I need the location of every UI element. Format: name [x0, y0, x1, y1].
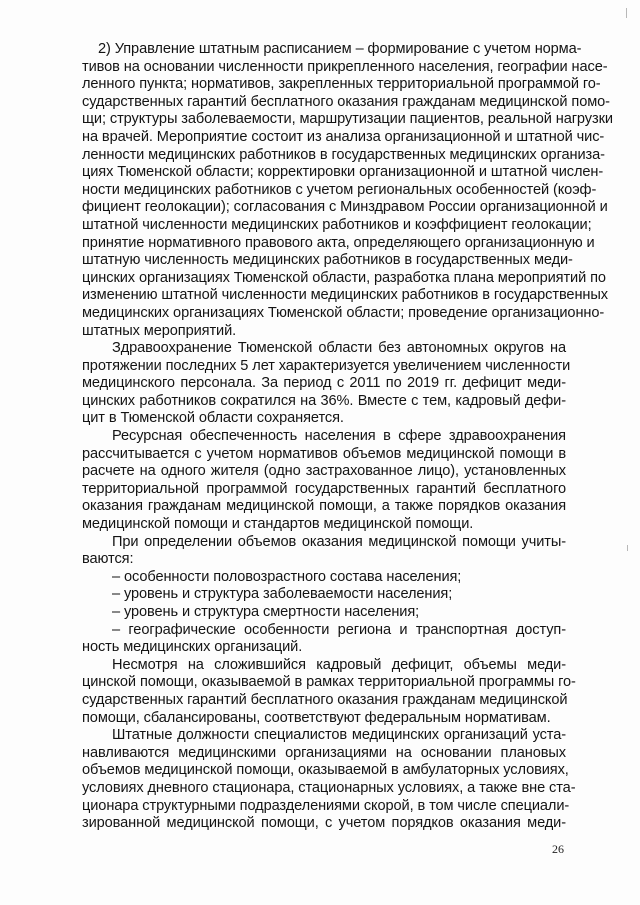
paragraph — [82, 569, 566, 587]
text-line: медицинских организациях Тюменской области; проведение организационно- — [82, 304, 605, 321]
text-line: Штатные должности специалистов медицинских организаций уста- — [112, 727, 566, 744]
paragraph — [82, 41, 613, 340]
text-line: медицинской помощи и стандартов медицинской помощи. — [82, 516, 474, 533]
text-line: – уровень и структура заболеваемости населения; — [112, 586, 453, 603]
text-line: сударственных гарантий бесплатного оказания гражданам медицинской помо- — [82, 93, 610, 110]
text-line: цит в Тюменской области сохраняется. — [82, 410, 344, 427]
text-line: цинской помощи, оказываемой в рамках территориальной программы го- — [82, 674, 576, 691]
text-line: Ресурсная обеспеченность населения в сфере здравоохранения — [112, 428, 566, 445]
text-line: навливаются медицинскими организациями на основании плановых — [82, 744, 566, 761]
text-line: фициент геолокации); согласования с Минздравом России организационной и — [82, 199, 608, 216]
text-line: принятие нормативного правового акта, определяющего организационную и — [82, 234, 595, 251]
text-line: цинских организациях Тюменской области, разработка плана мероприятий по — [82, 269, 606, 286]
text-line: ность медицинских организаций. — [82, 639, 303, 656]
body-text — [82, 41, 613, 833]
paragraph — [82, 340, 571, 428]
paragraph — [82, 727, 576, 833]
text-line: ваются: — [82, 551, 134, 568]
text-line: штатную численность медицинских работников в государственных меди- — [82, 252, 573, 269]
text-line: При определении объемов оказания медицинской помощи учиты- — [112, 533, 566, 550]
scan-margin-mark — [626, 8, 627, 18]
text-line: помощи, сбалансированы, соответствуют федеральным нормативам. — [82, 709, 551, 726]
text-line: ционара структурными подразделениями скорой, в том числе специали- — [82, 797, 570, 814]
text-line: протяжении последних 5 лет характеризуется увеличением численности — [82, 357, 571, 374]
text-line: – уровень и структура смертности населения; — [112, 604, 420, 620]
text-line: цинских работников сократился на 36%. Вместе с тем, кадровый дефи- — [82, 392, 566, 409]
text-line: штатной численности медицинских работников и коэффициент геолокации; — [82, 216, 592, 233]
text-line: оказания гражданам медицинской помощи, а также порядков оказания — [82, 498, 566, 515]
text-line: щи; структуры заболеваемости, маршрутизации пациентов, реальной нагрузки — [82, 111, 613, 128]
text-line: территориальной программой государственных гарантий бесплатного — [82, 480, 566, 497]
text-line: ности медицинских работников с учетом региональных особенностей (коэф- — [82, 181, 597, 198]
text-line: штатных мероприятий. — [82, 322, 237, 339]
page-number: 26 — [552, 842, 564, 856]
text-line: циях Тюменской области; корректировки организационной и штатной числен- — [82, 164, 604, 181]
text-line: ленного пункта; нормативов, закрепленных территориальной программой го- — [82, 76, 601, 93]
paragraph — [82, 656, 576, 727]
text-line: изменению штатной численности медицинских работников в государственных — [82, 287, 608, 304]
text-line: Здравоохранение Тюменской области без автономных округов на — [112, 340, 566, 357]
text-line: сударственных гарантий бесплатного оказания гражданам медицинской — [82, 691, 568, 708]
text-line: объемов медицинской помощи, оказываемой в амбулаторных условиях, — [82, 762, 569, 779]
paragraph — [82, 428, 566, 534]
text-line: – географические особенности региона и транспортная доступ- — [112, 621, 566, 638]
paragraph — [82, 586, 566, 604]
text-line: – особенности половозрастного состава населения; — [112, 568, 462, 585]
paragraph — [82, 534, 566, 569]
text-line: зированной медицинской помощи, с учетом порядков оказания меди- — [82, 815, 566, 832]
text-line: тивов на основании численности прикрепленного населения, географии насе- — [82, 58, 608, 75]
text-line: условиях дневного стационара, стационарных условиях, а также вне ста- — [82, 779, 576, 796]
paragraph — [82, 604, 566, 622]
scan-margin-mark — [627, 545, 628, 551]
paragraph — [82, 622, 566, 657]
text-line: расчете на одного жителя (одно застрахованное лицо), установленных — [82, 463, 566, 480]
text-line: ленности медицинских работников в государственных медицинских организа- — [82, 146, 605, 163]
text-line: на врачей. Мероприятие состоит из анализа организационной и штатной чис- — [82, 128, 605, 145]
text-line: рассчитывается с учетом нормативов объемов медицинской помощи в — [82, 445, 566, 462]
text-line: 2) Управление штатным расписанием – формирование с учетом норма- — [98, 41, 582, 57]
text-line: медицинского персонала. За период с 2011 по 2019 гг. дефицит меди- — [82, 375, 566, 392]
text-line: Несмотря на сложившийся кадровый дефицит, объемы меди- — [112, 656, 566, 673]
